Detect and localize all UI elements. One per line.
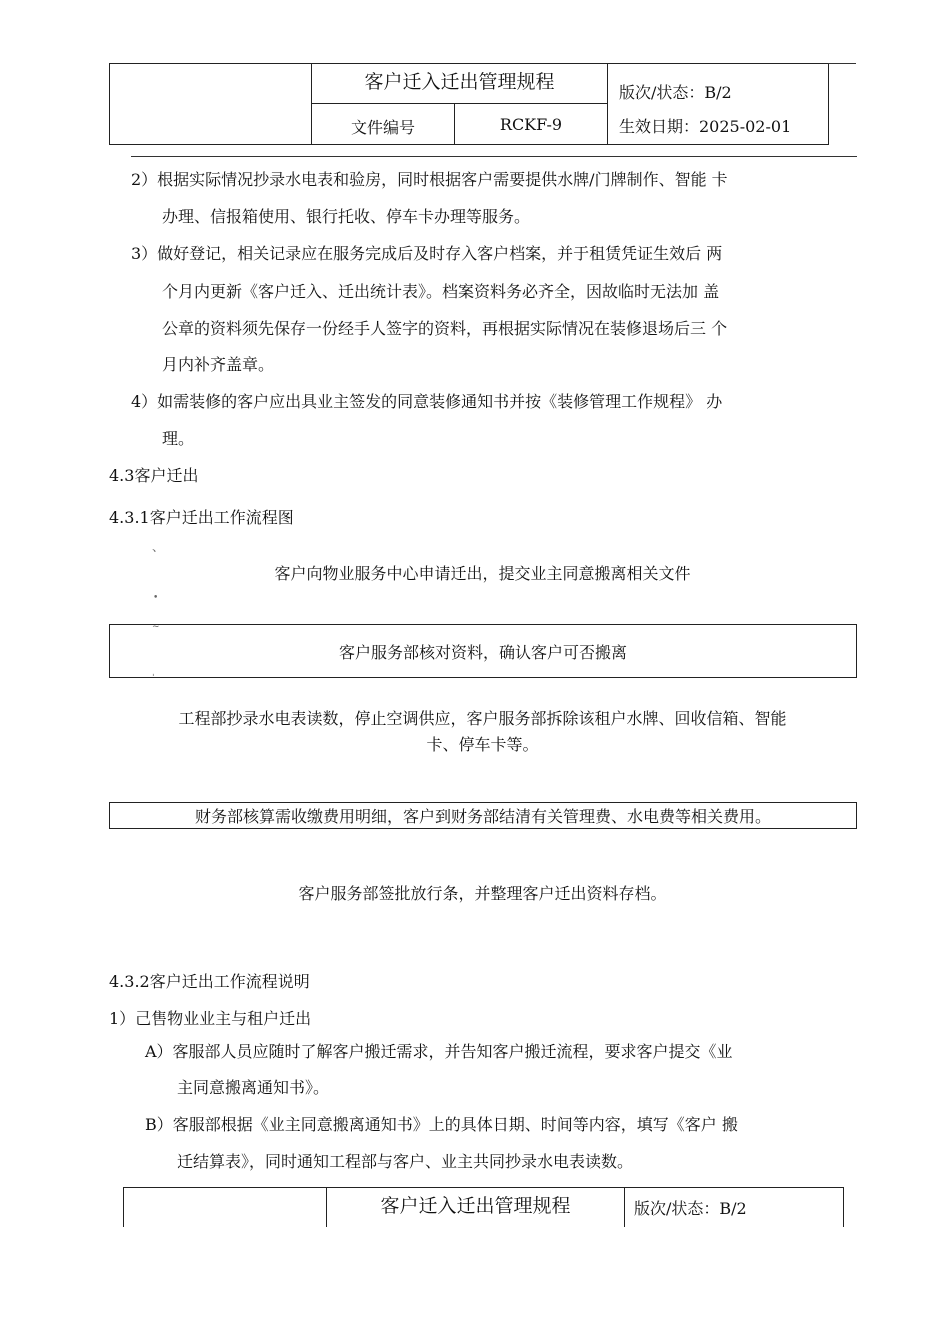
para-2-line-2: 办理、信报箱使用、银行托收、停车卡办理等服务。 (162, 207, 531, 226)
para-4-line-2: 理。 (162, 429, 195, 448)
flow-step-4-box (109, 802, 857, 829)
item-a-line-2: 主同意搬离通知书》。 (177, 1078, 330, 1097)
flow-step-3-line-1: 工程部抄录水电表读数，停止空调供应，客户服务部拆除该租户水牌、回收信箱、智能 (178, 709, 787, 728)
flow-connector-mark: 、 (152, 540, 165, 554)
section-4-3-1-heading: 4.3.1客户迁出工作流程图 (109, 508, 294, 527)
section-4-3-heading: 4.3客户迁出 (109, 466, 199, 485)
flow-step-3-line-2: 卡、停车卡等。 (426, 735, 539, 754)
header-top-extension (828, 63, 856, 64)
item-a-line-1: A）客服部人员应随时了解客户搬迁需求，并告知客户搬迁流程，要求客户提交《业 (145, 1042, 733, 1061)
effective-date: 生效日期：2025-02-01 (619, 117, 792, 136)
para-3-line-2: 个月内更新《客户迁入、迁出统计表》。档案资料务必齐全，因故临时无法加 盖 (162, 282, 720, 301)
item-1: 1）己售物业业主与租户迁出 (109, 1009, 312, 1028)
item-b-line-2: 迁结算表》，同时通知工程部与客户、业主共同抄录水电表读数。 (177, 1152, 634, 1171)
header-logo-cell (109, 63, 312, 145)
para-4-line-1: 4）如需装修的客户应出具业主签发的同意装修通知书并按《装修管理工作规程》 办 (131, 392, 723, 411)
next-header-logo-cell (123, 1187, 327, 1227)
next-document-title: 客户迁入迁出管理规程 (380, 1195, 571, 1217)
flow-connector-mark: ˌ (152, 668, 155, 678)
flow-step-2: 客户服务部核对资料，确认客户可否搬离 (338, 642, 627, 662)
para-3-line-3: 公章的资料须先保存一份经手人签字的资料，再根据实际情况在装修退场后三 个 (162, 319, 728, 338)
flow-connector-mark: ~ (152, 622, 160, 632)
doc-number-value: RCKF-9 (499, 115, 563, 134)
next-version-status: 版次/状态：B/2 (634, 1199, 747, 1218)
header-divider (131, 156, 857, 157)
flow-connector-mark: • (153, 593, 159, 603)
para-2-line-1: 2）根据实际情况抄录水电表和验房，同时根据客户需要提供水牌/门牌制作、智能 卡 (131, 170, 728, 189)
flow-step-5: 客户服务部签批放行条，并整理客户迁出资料存档。 (298, 884, 667, 903)
version-status: 版次/状态：B/2 (619, 83, 732, 102)
doc-number-label: 文件编号 (350, 118, 415, 137)
para-3-line-4: 月内补齐盖章。 (162, 355, 275, 374)
document-title: 客户迁入迁出管理规程 (364, 71, 555, 93)
item-b-line-1: B）客服部根据《业主同意搬离通知书》上的具体日期、时间等内容，填写《客户 搬 (145, 1115, 738, 1134)
flow-step-4: 财务部核算需收缴费用明细，客户到财务部结清有关管理费、水电费等相关费用。 (194, 807, 771, 826)
flow-step-1: 客户向物业服务中心申请迁出，提交业主同意搬离相关文件 (274, 564, 691, 583)
para-3-line-1: 3）做好登记，相关记录应在服务完成后及时存入客户档案，并于租赁凭证生效后 两 (131, 244, 723, 263)
section-4-3-2-heading: 4.3.2客户迁出工作流程说明 (109, 972, 310, 991)
flow-step-2-box (109, 624, 857, 678)
